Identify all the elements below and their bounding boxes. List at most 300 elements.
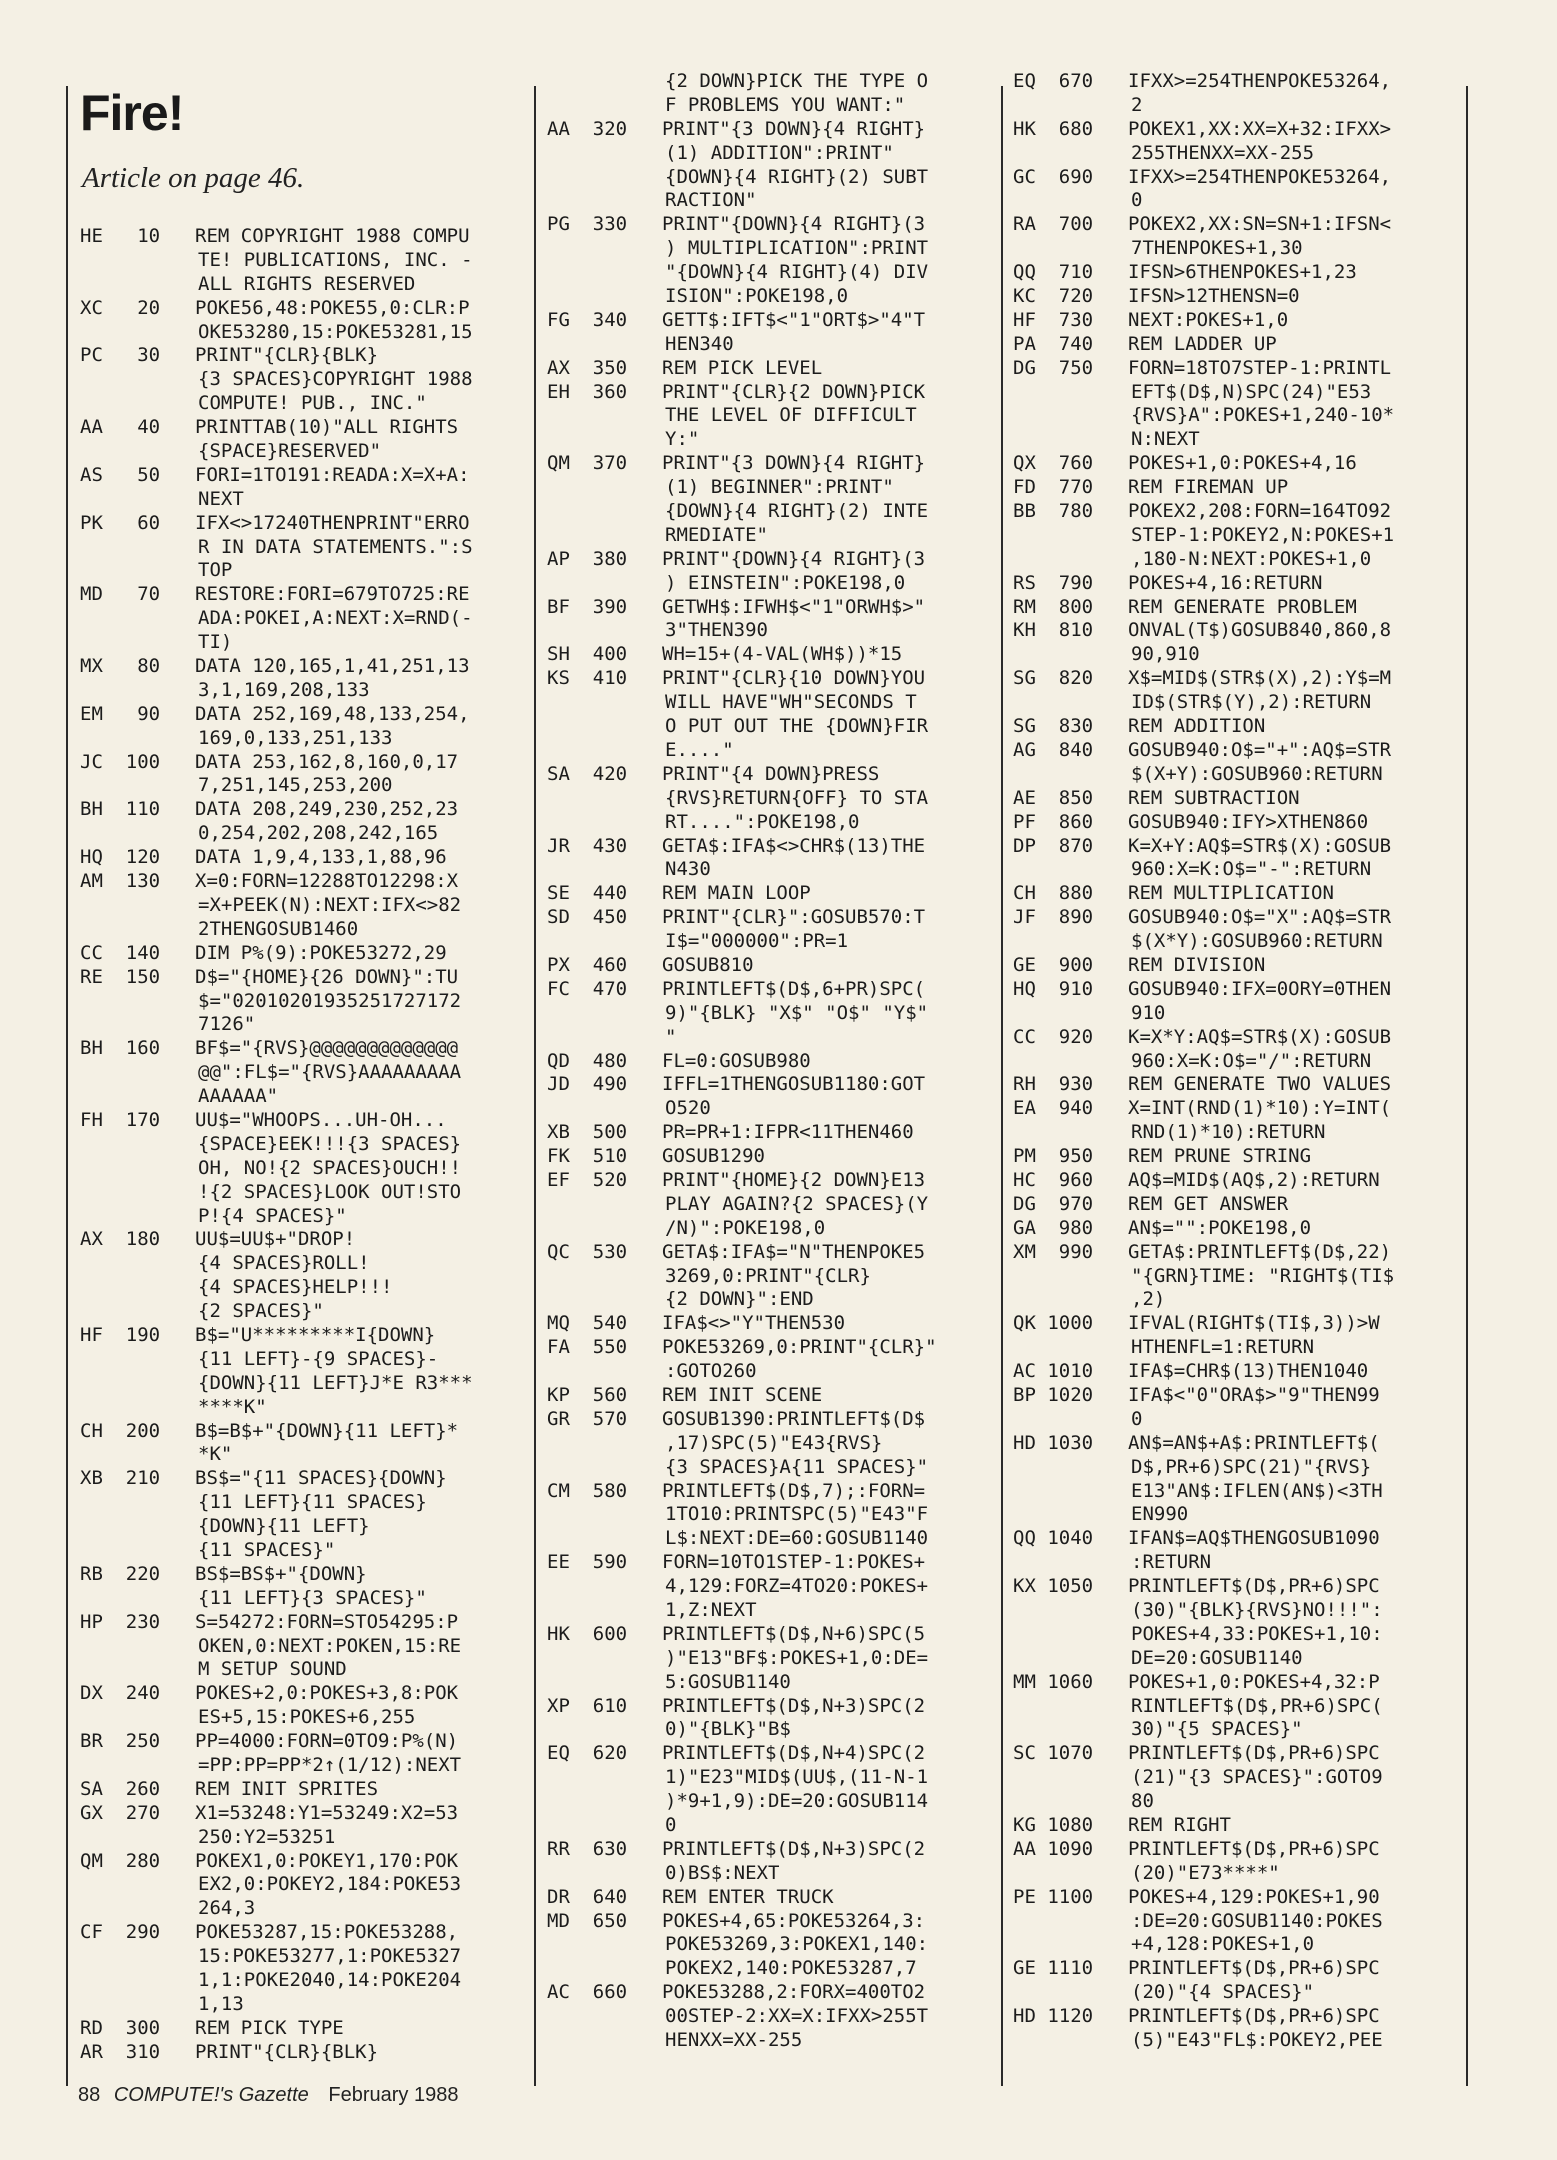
- checksum-code: RS 790: [1013, 571, 1094, 594]
- basic-code: DATA 253,162,8,160,0,17: [195, 750, 459, 773]
- basic-code: POKES+4,16:RETURN: [1128, 571, 1323, 594]
- basic-code: N430: [665, 858, 711, 881]
- checksum-code: AP 380: [547, 547, 628, 570]
- listing-line: [1013, 1623, 1463, 1647]
- listing-line: [1013, 2005, 1463, 2029]
- basic-code: 1,13: [198, 1992, 244, 2015]
- listing-line: [1013, 142, 1463, 166]
- listing-line: [1013, 1241, 1463, 1265]
- listing-line: [547, 1503, 987, 1527]
- listing-line: [80, 368, 515, 392]
- listing-line: [80, 679, 515, 703]
- listing-line: [80, 1420, 515, 1444]
- listing-line: [1013, 787, 1463, 811]
- basic-code: REM COPYRIGHT 1988 COMPU: [195, 225, 470, 247]
- listing-line: [80, 774, 515, 798]
- basic-code: REM INIT SCENE: [662, 1383, 823, 1406]
- listing-line: [1013, 357, 1463, 381]
- basic-code: COMPUTE! PUB., INC.": [198, 392, 427, 415]
- listing-line: [80, 1348, 515, 1372]
- basic-code: GOSUB810: [662, 953, 754, 976]
- listing-line: [80, 1563, 515, 1587]
- basic-code: REM RIGHT: [1128, 1814, 1231, 1837]
- listing-line: [1013, 1814, 1463, 1838]
- basic-code: ISION":POKE198,0: [665, 285, 849, 308]
- checksum-code: QM 280: [80, 1849, 161, 1872]
- listing-line: [547, 381, 987, 405]
- listing-line: [1013, 667, 1463, 691]
- listing-line: [547, 1886, 987, 1910]
- checksum-code: PE 1100: [1013, 1885, 1094, 1908]
- listing-line: [547, 404, 987, 428]
- basic-code: ONVAL(T$)GOSUB840,860,8: [1128, 619, 1392, 642]
- basic-code: (20)"{4 SPACES}": [1131, 1981, 1315, 2004]
- listing-line: [1013, 1050, 1463, 1074]
- checksum-code: KG 1080: [1013, 1814, 1094, 1837]
- basic-code: PRINT"{DOWN}{4 RIGHT}(3: [662, 213, 926, 236]
- basic-code: GOSUB1390:PRINTLEFT$(D$: [662, 1407, 926, 1430]
- listing-line: [547, 1527, 987, 1551]
- listing-line: [547, 1814, 987, 1838]
- listing-line: [547, 500, 987, 524]
- checksum-code: HK 600: [547, 1622, 628, 1645]
- listing-line: [1013, 1432, 1463, 1456]
- listing-line: [547, 667, 987, 691]
- basic-code: DE=20:GOSUB1140: [1131, 1646, 1303, 1669]
- basic-code: @@":FL$="{RVS}AAAAAAAAA: [198, 1061, 462, 1084]
- listing-line: [1013, 500, 1463, 524]
- listing-line: [547, 452, 987, 476]
- listing-line: [547, 691, 987, 715]
- checksum-code: EF 520: [547, 1168, 628, 1191]
- basic-code: 264,3: [198, 1897, 256, 1920]
- basic-code: TE! PUBLICATIONS, INC. -: [198, 248, 473, 271]
- listing-line: [1013, 1002, 1463, 1026]
- listing-line: [1013, 189, 1463, 213]
- basic-code: )"E13"BF$:POKES+1,0:DE=: [665, 1646, 929, 1669]
- listing-line: [80, 344, 515, 368]
- checksum-code: HD 1030: [1013, 1431, 1094, 1454]
- listing-line: [80, 798, 515, 822]
- checksum-code: SD 450: [547, 906, 628, 929]
- checksum-code: RD 300: [80, 2016, 161, 2039]
- page-number: 88: [78, 2084, 101, 2106]
- listing-line: [1013, 1862, 1463, 1886]
- listing-line: [547, 1575, 987, 1599]
- basic-code: !{2 SPACES}LOOK OUT!STO: [198, 1180, 462, 1203]
- listing-line: [1013, 1121, 1463, 1145]
- basic-code: I$="000000":PR=1: [665, 930, 849, 953]
- checksum-code: PA 740: [1013, 332, 1094, 355]
- listing-line: [1013, 1981, 1463, 2005]
- basic-code: 910: [1131, 1001, 1166, 1024]
- basic-code: 0,254,202,208,242,165: [198, 822, 439, 845]
- basic-code: D$="{HOME}{26 DOWN}":TU: [195, 965, 459, 988]
- listing-line: [1013, 1456, 1463, 1480]
- checksum-code: BR 250: [80, 1730, 161, 1753]
- basic-code: 0)"{BLK}"B$: [665, 1718, 791, 1741]
- listing-line: [547, 835, 987, 859]
- basic-code: PRINTLEFT$(D$,PR+6)SPC: [1128, 1575, 1380, 1598]
- checksum-code: XC 20: [80, 296, 161, 319]
- listing-line: [80, 1013, 515, 1037]
- basic-code: 1TO10:PRINTSPC(5)"E43"F: [665, 1503, 929, 1526]
- checksum-code: KS 410: [547, 667, 628, 690]
- checksum-code: FD 770: [1013, 476, 1094, 499]
- basic-code: D$,PR+6)SPC(21)"{RVS}: [1131, 1455, 1372, 1478]
- listing-line: [547, 906, 987, 930]
- listing-line: [80, 1706, 515, 1730]
- basic-code: B$=B$+"{DOWN}{11 LEFT}*: [195, 1419, 459, 1442]
- basic-code: {2 SPACES}": [198, 1300, 324, 1323]
- listing-line: [547, 1981, 987, 2005]
- listing-line: [547, 1647, 987, 1671]
- listing-line: [80, 1635, 515, 1659]
- basic-code: PRINTLEFT$(D$,6+PR)SPC(: [662, 977, 926, 1000]
- listing-line: [1013, 1288, 1463, 1312]
- checksum-code: HC 960: [1013, 1168, 1094, 1191]
- basic-code: REM DIVISION: [1128, 953, 1266, 976]
- checksum-code: AR 310: [80, 2040, 161, 2063]
- basic-code: $="02010201935251727172: [198, 989, 462, 1012]
- listing-line: [80, 392, 515, 416]
- listing-line: [80, 1802, 515, 1826]
- basic-code: {DOWN}{4 RIGHT}(2) INTE: [665, 500, 929, 523]
- column-rule-2: [1001, 86, 1003, 2086]
- checksum-code: MX 80: [80, 655, 161, 678]
- listing-line: [80, 1587, 515, 1611]
- basic-code: X=INT(RND(1)*10):Y=INT(: [1128, 1097, 1392, 1120]
- basic-code: 90,910: [1131, 643, 1200, 666]
- listing-line: [80, 416, 515, 440]
- basic-code: POKES+4,65:POKE53264,3:: [662, 1909, 926, 1932]
- listing-line: [80, 1730, 515, 1754]
- listing-line: [1013, 381, 1463, 405]
- listing-line: [80, 918, 515, 942]
- basic-code: {2 DOWN}PICK THE TYPE O: [665, 70, 929, 92]
- basic-code: HTHENFL=1:RETURN: [1131, 1336, 1315, 1359]
- listing-line: [547, 1432, 987, 1456]
- basic-code: PRINT"{CLR}{BLK}: [195, 2040, 379, 2063]
- listing-line: [1013, 309, 1463, 333]
- basic-code: {11 LEFT}{3 SPACES}": [198, 1586, 427, 1609]
- basic-code: X=0:FORN=12288TO12298:X: [195, 870, 459, 893]
- listing-line: [80, 249, 515, 273]
- listing-line: [1013, 739, 1463, 763]
- listing-line: [1013, 691, 1463, 715]
- listing-line: [547, 572, 987, 596]
- checksum-code: RE 150: [80, 965, 161, 988]
- listing-line: [547, 739, 987, 763]
- basic-code: )*9+1,9):DE=20:GOSUB114: [665, 1790, 929, 1813]
- listing-line: [80, 1061, 515, 1085]
- listing-line: [547, 858, 987, 882]
- listing-line: [547, 70, 987, 94]
- basic-code: 7126": [198, 1013, 256, 1036]
- checksum-code: FA 550: [547, 1336, 628, 1359]
- basic-code: 0: [1131, 1407, 1143, 1430]
- checksum-code: FH 170: [80, 1108, 161, 1131]
- listing-line: [547, 1288, 987, 1312]
- checksum-code: SH 400: [547, 643, 628, 666]
- listing-line: [1013, 333, 1463, 357]
- basic-code: 1,1:POKE2040,14:POKE204: [198, 1969, 462, 1992]
- basic-code: :RETURN: [1131, 1551, 1212, 1574]
- issue-date: February 1988: [328, 2084, 459, 2106]
- listing-line: [1013, 1312, 1463, 1336]
- listing-line: [547, 261, 987, 285]
- listing-line: [547, 1933, 987, 1957]
- basic-code: PP=4000:FORN=0TO9:P%(N): [195, 1730, 459, 1753]
- basic-code: P!{4 SPACES}": [198, 1204, 347, 1227]
- basic-code: GETT$:IFT$<"1"ORT$>"4"T: [662, 308, 926, 331]
- listing-line: [547, 1073, 987, 1097]
- basic-code: PRINTLEFT$(D$,PR+6)SPC: [1128, 1837, 1380, 1860]
- listing-line: [80, 1515, 515, 1539]
- basic-code: 7THENPOKES+1,30: [1131, 237, 1303, 260]
- listing-line: [1013, 94, 1463, 118]
- listing-line: [80, 1826, 515, 1850]
- basic-code: {RVS}RETURN{OFF} TO STA: [665, 786, 929, 809]
- basic-code: (20)"E73****": [1131, 1861, 1280, 1884]
- checksum-code: JR 430: [547, 834, 628, 857]
- checksum-code: AC 660: [547, 1981, 628, 2004]
- page-footer: [78, 2084, 458, 2107]
- basic-code: PRINTLEFT$(D$,N+3)SPC(2: [662, 1837, 926, 1860]
- basic-code: OKEN,0:NEXT:POKEN,15:RE: [198, 1634, 462, 1657]
- basic-code: {11 SPACES}": [198, 1538, 336, 1561]
- basic-code: {RVS}A":POKES+1,240-10*: [1131, 404, 1395, 427]
- checksum-code: QC 530: [547, 1240, 628, 1263]
- basic-code: AN$=AN$+A$:PRINTLEFT$(: [1128, 1431, 1380, 1454]
- listing-line: [547, 118, 987, 142]
- basic-code: EX2,0:POKEY2,184:POKE53: [198, 1873, 462, 1896]
- basic-code: IFA$<>"Y"THEN530: [662, 1312, 846, 1335]
- basic-code: 3269,0:PRINT"{CLR}: [665, 1264, 871, 1287]
- basic-code: REM SUBTRACTION: [1128, 786, 1300, 809]
- checksum-code: SC 1070: [1013, 1742, 1094, 1765]
- basic-code: AAAAAA": [198, 1085, 279, 1108]
- listing-line: [1013, 858, 1463, 882]
- checksum-code: XM 990: [1013, 1240, 1094, 1263]
- basic-code: REM ENTER TRUCK: [662, 1885, 834, 1908]
- basic-code: PRINTLEFT$(D$,N+3)SPC(2: [662, 1694, 926, 1717]
- listing-line: [80, 607, 515, 631]
- listing-line: [547, 428, 987, 452]
- basic-code: FORN=10TO1STEP-1:POKES+: [662, 1551, 926, 1574]
- listing-column-1: [80, 225, 515, 2065]
- basic-code: AQ$=MID$(AQ$,2):RETURN: [1128, 1168, 1380, 1191]
- basic-code: REM PICK TYPE: [195, 2016, 344, 2039]
- listing-line: [80, 440, 515, 464]
- checksum-code: HF 730: [1013, 308, 1094, 331]
- basic-code: FL=0:GOSUB980: [662, 1049, 811, 1072]
- basic-code: GOSUB940:IFY>XTHEN860: [1128, 810, 1369, 833]
- listing-line: [80, 822, 515, 846]
- basic-code: FORN=18TO7STEP-1:PRINTL: [1128, 356, 1392, 379]
- basic-code: OH, NO!{2 SPACES}OUCH!!: [198, 1156, 462, 1179]
- listing-line: [547, 596, 987, 620]
- basic-code: RT....":POKE198,0: [665, 810, 860, 833]
- listing-line: [1013, 954, 1463, 978]
- listing-line: [1013, 1408, 1463, 1432]
- basic-code: TOP: [198, 559, 233, 582]
- checksum-code: HF 190: [80, 1323, 161, 1346]
- checksum-code: GC 690: [1013, 165, 1094, 188]
- basic-code: PRINT"{CLR}{BLK}: [195, 344, 379, 367]
- listing-line: [1013, 1073, 1463, 1097]
- basic-code: {DOWN}{11 LEFT}: [198, 1515, 370, 1538]
- checksum-code: QX 760: [1013, 452, 1094, 475]
- basic-code: (5)"E43"FL$:POKEY2,PEE: [1131, 2029, 1383, 2052]
- basic-code: 5:GOSUB1140: [665, 1670, 791, 1693]
- basic-code: {4 SPACES}ROLL!: [198, 1252, 370, 1275]
- basic-code: {SPACE}RESERVED": [198, 440, 382, 463]
- basic-code: 0: [1131, 189, 1143, 212]
- listing-line: [80, 297, 515, 321]
- listing-line: [547, 94, 987, 118]
- listing-line: [1013, 1933, 1463, 1957]
- checksum-code: BH 110: [80, 798, 161, 821]
- listing-line: [80, 1945, 515, 1969]
- checksum-code: EQ 620: [547, 1742, 628, 1765]
- listing-line: [547, 1121, 987, 1145]
- listing-line: [547, 1312, 987, 1336]
- listing-line: [1013, 428, 1463, 452]
- basic-code: 960:X=K:O$="/":RETURN: [1131, 1049, 1372, 1072]
- basic-code: IFAN$=AQ$THENGOSUB1090: [1128, 1527, 1380, 1550]
- listing-line: [547, 1718, 987, 1742]
- listing-line: [547, 309, 987, 333]
- basic-code: GOSUB940:IFX=0ORY=0THEN: [1128, 977, 1392, 1000]
- listing-line: [80, 1252, 515, 1276]
- listing-line: [1013, 1838, 1463, 1862]
- basic-code: PRINTLEFT$(D$,PR+6)SPC: [1128, 1957, 1380, 1980]
- listing-line: [80, 1133, 515, 1157]
- column-rule-1: [534, 86, 536, 2086]
- listing-line: [1013, 404, 1463, 428]
- listing-line: [547, 2029, 987, 2053]
- basic-code: L$:NEXT:DE=60:GOSUB1140: [665, 1527, 929, 1550]
- listing-line: [80, 1969, 515, 1993]
- listing-line: [80, 2041, 515, 2065]
- checksum-code: PG 330: [547, 213, 628, 236]
- basic-code: ) EINSTEIN":POKE198,0: [665, 571, 906, 594]
- basic-code: PRINT"{HOME}{2 DOWN}E13: [662, 1168, 926, 1191]
- listing-line: [1013, 930, 1463, 954]
- listing-line: [547, 1360, 987, 1384]
- listing-line: [80, 1443, 515, 1467]
- checksum-code: MM 1060: [1013, 1670, 1094, 1693]
- listing-line: [547, 1551, 987, 1575]
- basic-code: 250:Y2=53251: [198, 1825, 336, 1848]
- listing-line: [80, 631, 515, 655]
- listing-line: [1013, 2029, 1463, 2053]
- checksum-code: PC 30: [80, 344, 161, 367]
- basic-code: IFSN>6THENPOKES+1,23: [1128, 261, 1357, 284]
- listing-line: [80, 1396, 515, 1420]
- checksum-code: AA 40: [80, 416, 161, 439]
- listing-line: [80, 1372, 515, 1396]
- listing-line: [547, 763, 987, 787]
- listing-line: [1013, 1145, 1463, 1169]
- basic-code: (1) BEGINNER":PRINT": [665, 476, 894, 499]
- listing-line: [80, 1085, 515, 1109]
- basic-code: POKES+1,0:POKES+4,16: [1128, 452, 1357, 475]
- basic-code: 7,251,145,253,200: [198, 774, 393, 797]
- checksum-code: CH 200: [80, 1419, 161, 1442]
- basic-code: ALL RIGHTS RESERVED: [198, 272, 416, 295]
- checksum-code: GA 980: [1013, 1216, 1094, 1239]
- listing-line: [1013, 1217, 1463, 1241]
- basic-code: {DOWN}{11 LEFT}J*E R3***: [198, 1371, 473, 1394]
- listing-line: [547, 1742, 987, 1766]
- listing-line: [80, 1897, 515, 1921]
- basic-code: "{DOWN}{4 RIGHT}(4) DIV: [665, 261, 929, 284]
- basic-code: ,17)SPC(5)"E43{RVS}: [665, 1431, 883, 1454]
- listing-line: [80, 727, 515, 751]
- basic-code: POKE53269,0:PRINT"{CLR}": [662, 1336, 937, 1359]
- basic-code: K=X+Y:AQ$=STR$(X):GOSUB: [1128, 834, 1392, 857]
- listing-line: [1013, 1193, 1463, 1217]
- basic-code: GETA$:IFA$="N"THENPOKE5: [662, 1240, 926, 1263]
- checksum-code: QQ 710: [1013, 261, 1094, 284]
- listing-line: [80, 1539, 515, 1563]
- basic-code: POKE53288,2:FORX=400TO2: [662, 1981, 926, 2004]
- basic-code: POKES+4,33:POKES+1,10:: [1131, 1622, 1383, 1645]
- checksum-code: CC 920: [1013, 1025, 1094, 1048]
- checksum-code: PF 860: [1013, 810, 1094, 833]
- column-rule-left: [66, 86, 68, 2086]
- checksum-code: SG 820: [1013, 667, 1094, 690]
- listing-line: [1013, 1336, 1463, 1360]
- basic-code: GETA$:PRINTLEFT$(D$,22): [1128, 1240, 1392, 1263]
- checksum-code: EM 90: [80, 702, 161, 725]
- listing-line: [547, 1623, 987, 1647]
- basic-code: PRINTTAB(10)"ALL RIGHTS: [195, 416, 459, 439]
- checksum-code: GX 270: [80, 1801, 161, 1824]
- listing-line: [547, 715, 987, 739]
- basic-code: NEXT:POKES+1,0: [1128, 308, 1289, 331]
- basic-code: HEN340: [665, 332, 734, 355]
- basic-code: POKEX2,208:FORN=164TO92: [1128, 500, 1392, 523]
- basic-code: POKES+1,0:POKES+4,32:P: [1128, 1670, 1380, 1693]
- basic-code: =X+PEEK(N):NEXT:IFX<>82: [198, 893, 462, 916]
- listing-line: [547, 1026, 987, 1050]
- basic-code: REM MULTIPLICATION: [1128, 882, 1334, 905]
- checksum-code: EH 360: [547, 380, 628, 403]
- checksum-code: FK 510: [547, 1145, 628, 1168]
- basic-code: /N)":POKE198,0: [665, 1216, 826, 1239]
- basic-code: EFT$(D$,N)SPC(24)"E53: [1131, 380, 1372, 403]
- checksum-code: RM 800: [1013, 595, 1094, 618]
- listing-column-3: [1013, 70, 1463, 2053]
- listing-line: [1013, 1575, 1463, 1599]
- basic-code: PRINT"{CLR}{2 DOWN}PICK: [662, 380, 926, 403]
- basic-code: DATA 252,169,48,133,254,: [195, 702, 470, 725]
- listing-line: [1013, 1766, 1463, 1790]
- checksum-code: CH 880: [1013, 882, 1094, 905]
- listing-line: [80, 990, 515, 1014]
- basic-code: REM INIT SPRITES: [195, 1777, 379, 1800]
- article-subtitle: Article on page 46.: [82, 162, 305, 194]
- basic-code: ID$(STR$(Y),2):RETURN: [1131, 691, 1372, 714]
- basic-code: REM FIREMAN UP: [1128, 476, 1289, 499]
- listing-line: [547, 787, 987, 811]
- listing-line: [80, 1850, 515, 1874]
- listing-line: [1013, 70, 1463, 94]
- checksum-code: SE 440: [547, 882, 628, 905]
